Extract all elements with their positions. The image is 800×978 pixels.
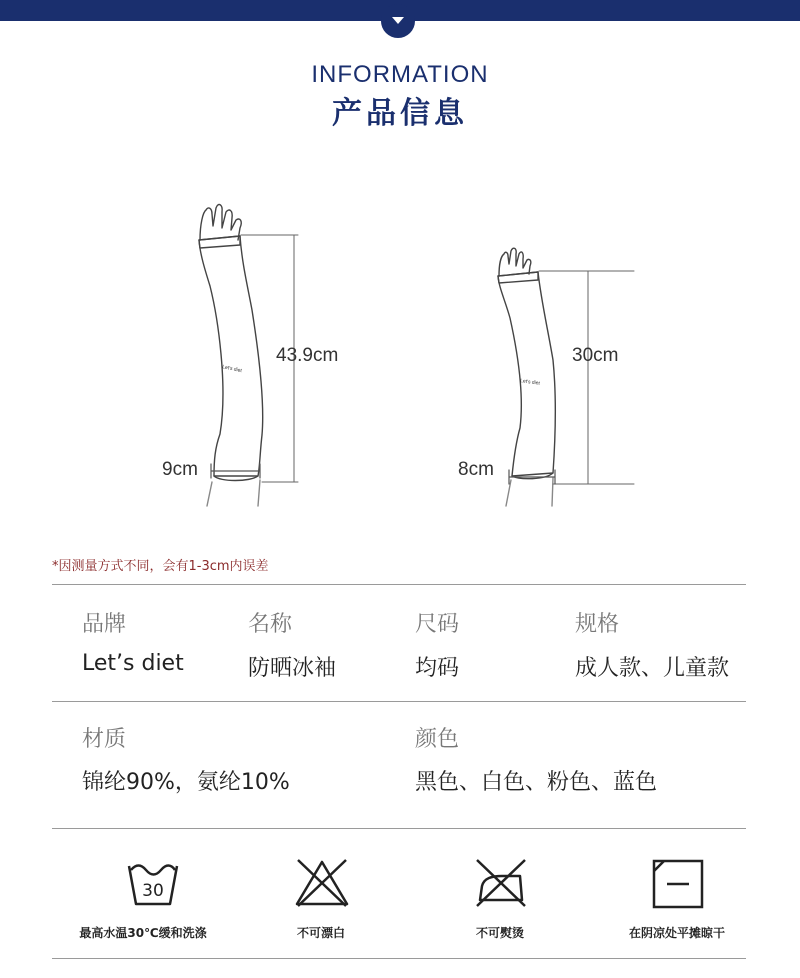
spec-label: 规格 bbox=[575, 612, 620, 637]
care-dry-flat bbox=[598, 858, 758, 910]
svg-text:30: 30 bbox=[142, 881, 164, 901]
material-value: 锦纶90%，氨纶10% bbox=[82, 770, 290, 795]
measurement-note: *因测量方式不同，会有1-3cm内误差 bbox=[52, 559, 269, 574]
care-no-bleach bbox=[242, 858, 402, 908]
size-label: 尺码 bbox=[415, 612, 460, 637]
care-wash bbox=[73, 858, 233, 908]
color-label: 颜色 bbox=[415, 727, 460, 752]
sleeve-illustration bbox=[0, 190, 800, 510]
divider bbox=[52, 958, 746, 959]
adult-length-label: 43.9cm bbox=[276, 345, 339, 366]
top-notch bbox=[381, 4, 415, 38]
adult-hand bbox=[200, 205, 241, 240]
kids-hand bbox=[499, 248, 531, 276]
adult-sleeve-body bbox=[199, 236, 263, 476]
brand-label: 品牌 bbox=[82, 612, 127, 637]
name-label: 名称 bbox=[248, 612, 293, 637]
care-no-iron bbox=[421, 858, 581, 908]
no-iron-icon bbox=[472, 858, 530, 908]
size-value: 均码 bbox=[415, 656, 460, 681]
wash-label: 最高水温30℃缓和洗涤 bbox=[79, 926, 207, 940]
material-label: 材质 bbox=[82, 727, 127, 752]
color-value: 黑色、白色、粉色、蓝色 bbox=[415, 770, 658, 795]
dry-label: 在阴凉处平摊晾干 bbox=[628, 926, 725, 940]
kids-sleeve-print: Let's diet bbox=[519, 378, 541, 387]
adult-sleeve-print: Let's diet bbox=[221, 364, 243, 375]
kids-length-label: 30cm bbox=[572, 345, 619, 366]
divider bbox=[52, 701, 746, 702]
kids-sleeve-body bbox=[498, 272, 555, 476]
section-title-en: INFORMATION bbox=[311, 61, 489, 88]
wash-30-icon bbox=[125, 858, 181, 908]
divider bbox=[52, 828, 746, 829]
section-title-cn: 产品信息 bbox=[332, 96, 468, 131]
size-diagram bbox=[0, 190, 800, 510]
chevron-down-icon bbox=[391, 16, 405, 26]
spec-value: 成人款、儿童款 bbox=[575, 656, 730, 681]
adult-width-label: 9cm bbox=[162, 459, 198, 480]
kids-width-label: 8cm bbox=[458, 459, 494, 480]
dry-flat-shade-icon bbox=[651, 858, 705, 910]
no-iron-label: 不可熨烫 bbox=[475, 926, 524, 940]
name-value: 防晒冰袖 bbox=[248, 656, 337, 681]
brand-value: Let’s diet bbox=[82, 651, 184, 676]
no-bleach-icon bbox=[293, 858, 351, 908]
divider bbox=[52, 584, 746, 585]
no-bleach-label: 不可漂白 bbox=[296, 926, 345, 940]
